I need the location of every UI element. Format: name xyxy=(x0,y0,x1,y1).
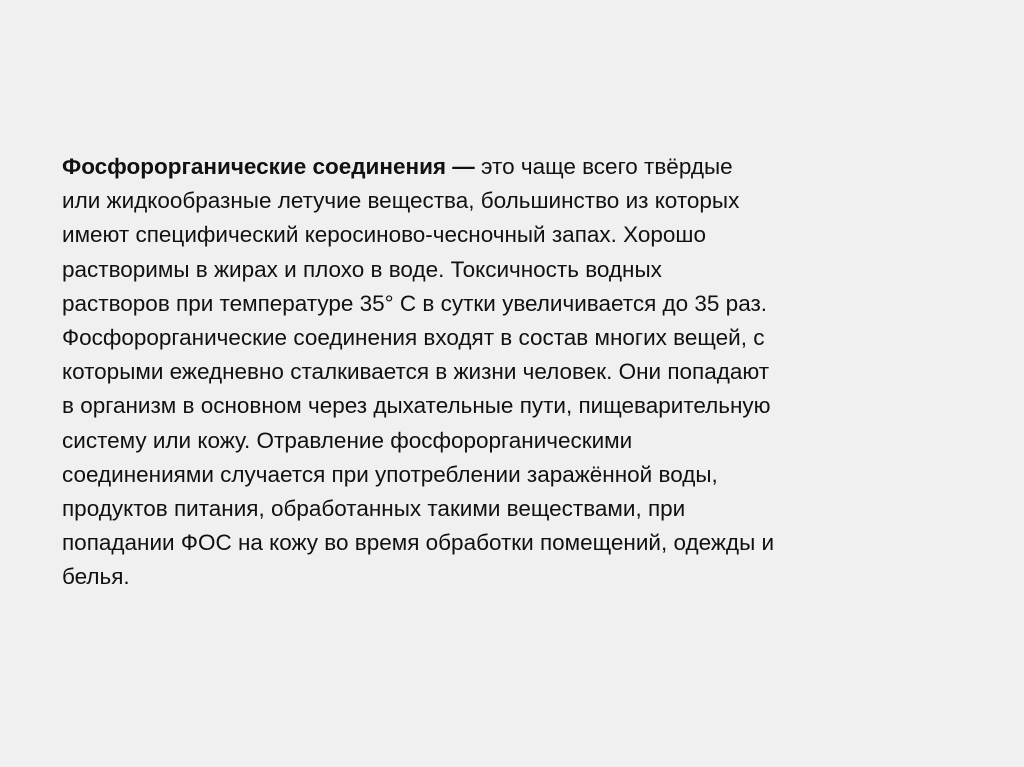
text-line: в организм в основном через дыхательные пути, пищеварительную xyxy=(62,393,771,419)
text-line: белья. xyxy=(62,564,130,590)
text-line: или жидкообразные летучие вещества, большинство из которых xyxy=(62,188,740,214)
text-line: имеют специфический керосиново-чесночный запах. Хорошо xyxy=(62,222,706,248)
text-line-fragment: это чаще всего твёрдые xyxy=(474,154,733,179)
text-line: Фосфорорганические соединения входят в состав многих вещей, с xyxy=(62,325,765,351)
text-line: растворимы в жирах и плохо в воде. Токсичность водных xyxy=(62,256,662,282)
term-dash: — xyxy=(446,154,475,179)
text-line: соединениями случается при употреблении заражённой воды, xyxy=(62,461,718,487)
text-line: растворов при температуре 35° С в сутки увеличивается до 35 раз. xyxy=(62,290,768,316)
body-text xyxy=(62,150,962,595)
text-line: попадании ФОС на кожу во время обработки помещений, одежды и xyxy=(62,530,775,556)
term-heading: Фосфорорганические соединения xyxy=(62,154,447,179)
text-line: систему или кожу. Отравление фосфорорганическими xyxy=(62,427,633,453)
text-line: продуктов питания, обработанных такими веществами, при xyxy=(62,496,686,522)
text-line xyxy=(62,150,962,184)
text-line: которыми ежедневно сталкивается в жизни человек. Они попадают xyxy=(62,359,770,385)
